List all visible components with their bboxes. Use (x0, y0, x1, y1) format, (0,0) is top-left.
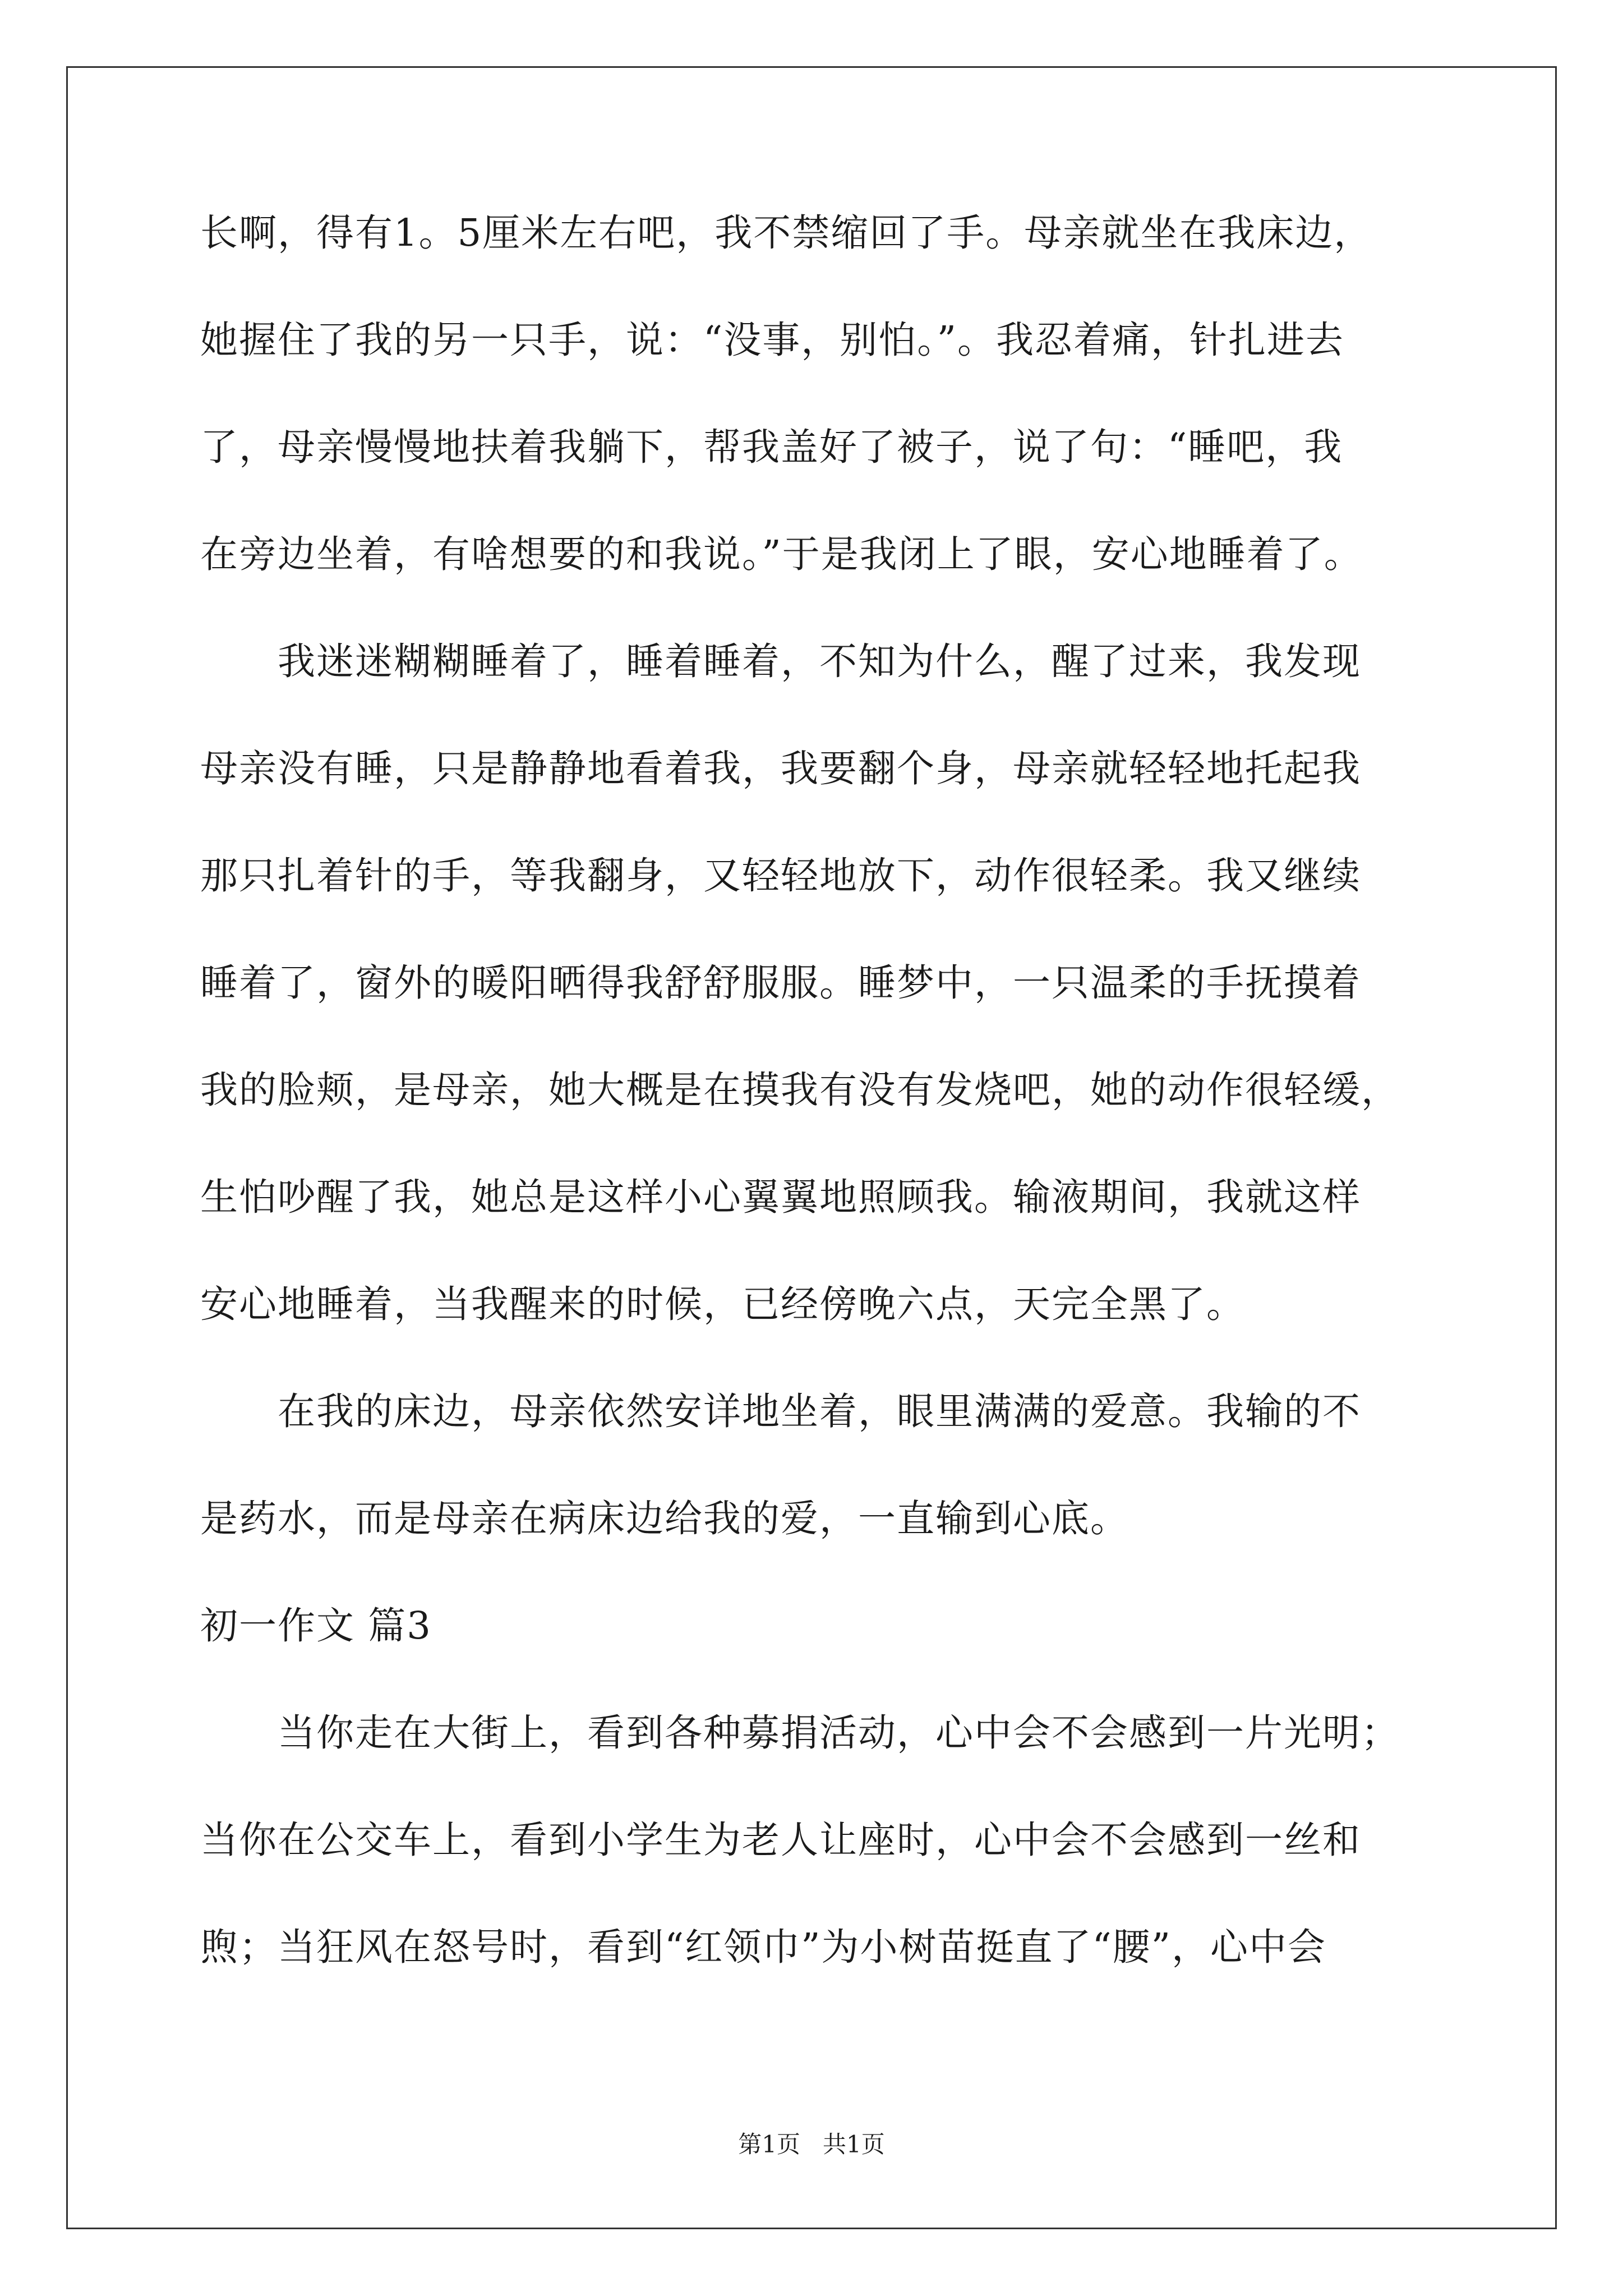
text-line: 生怕吵醒了我，她总是这样小心翼翼地照顾我。输液期间，我就这样 (200, 1175, 1361, 1219)
text-line: 煦；当狂风在怒号时，看到“红领巾”为小树苗挺直了“腰”，心中会 (200, 1925, 1327, 1969)
text-line: 了，母亲慢慢地扶着我躺下，帮我盖好了被子，说了句：“睡吧，我 (200, 425, 1343, 469)
text-line: 长啊，得有1。5厘米左右吧，我不禁缩回了手。母亲就坐在我床边， (200, 211, 1373, 255)
text-line: 那只扎着针的手，等我翻身，又轻轻地放下，动作很轻柔。我又继续 (200, 854, 1361, 898)
text-line: 是药水，而是母亲在病床边给我的爱，一直输到心底。 (200, 1497, 1129, 1540)
text-line: 我迷迷糊糊睡着了，睡着睡着，不知为什么，醒了过来，我发现 (200, 639, 1361, 683)
text-line: 我的脸颊，是母亲，她大概是在摸我有没有发烧吧，她的动作很轻缓， (200, 1068, 1400, 1112)
text-line: 安心地睡着，当我醒来的时候，已经傍晚六点，天完全黑了。 (200, 1282, 1245, 1326)
section-heading: 初一作文 篇3 (200, 1604, 432, 1648)
text-line: 母亲没有睡，只是静静地看着我，我要翻个身，母亲就轻轻地托起我 (200, 747, 1361, 790)
text-line: 睡着了，窗外的暖阳晒得我舒舒服服。睡梦中，一只温柔的手抚摸着 (200, 961, 1361, 1005)
text-line: 在我的床边，母亲依然安详地坐着，眼里满满的爱意。我输的不 (200, 1389, 1361, 1433)
text-line: 当你走在大街上，看到各种募捐活动，心中会不会感到一片光明； (200, 1711, 1400, 1755)
page-frame (66, 66, 1557, 2229)
page-footer: 第1页 共1页 (738, 2131, 885, 2158)
text-line: 她握住了我的另一只手，说：“没事，别怕。”。我忍着痛，针扎进去 (200, 318, 1345, 362)
text-line: 当你在公交车上，看到小学生为老人让座时，心中会不会感到一丝和 (200, 1818, 1361, 1862)
text-line: 在旁边坐着，有啥想要的和我说。”于是我闭上了眼，安心地睡着了。 (200, 532, 1363, 576)
